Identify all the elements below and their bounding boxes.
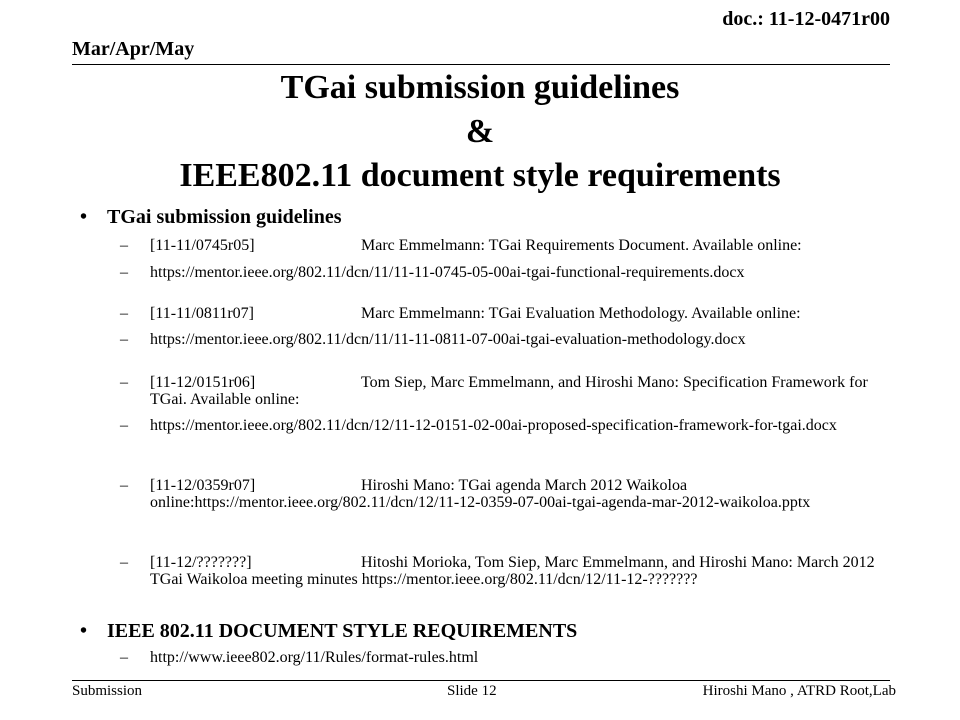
dash-marker: – <box>120 331 128 348</box>
footer-submission: Submission <box>72 683 143 699</box>
bullet-marker: • <box>80 620 88 642</box>
dash-marker: – <box>120 649 128 666</box>
title-line-2: & <box>465 113 495 150</box>
title-line-3: IEEE802.11 document style requirements <box>179 157 781 194</box>
dash-marker: – <box>120 477 128 494</box>
bullet-heading: IEEE 802.11 DOCUMENT STYLE REQUIREMENTS <box>107 620 578 642</box>
item-text: Hiroshi Mano: TGai agenda March 2012 Waikoloa online:https://mentor.ieee.org/802.11/dcn/12/11-12-0359-07-00ai-tgai-agenda-mar-2012-waikoloa.pptx <box>150 477 811 511</box>
dash-marker: – <box>120 264 128 281</box>
item-text: Tom Siep, Marc Emmelmann, and Hiroshi Mano: Specification Framework for TGai. Available online: <box>150 374 868 408</box>
doc-reference: [11-11/0811r07] <box>150 305 254 322</box>
document-link[interactable]: https://mentor.ieee.org/802.11/dcn/11/11-11-0811-07-00ai-tgai-evaluation-methodology.docx <box>150 331 746 348</box>
doc-id: doc.: 11-12-0471r00 <box>722 8 890 30</box>
dash-marker: – <box>120 305 128 322</box>
doc-reference: [11-12/0359r07] <box>150 477 256 494</box>
dash-marker: – <box>120 417 128 434</box>
format-rules-link[interactable]: http://www.ieee802.org/11/Rules/format-rules.html <box>150 649 479 666</box>
footer-author: Hiroshi Mano , ATRD Root,Lab <box>702 683 896 699</box>
header-date: Mar/Apr/May <box>72 38 195 60</box>
title-line-1: TGai submission guidelines <box>280 69 680 106</box>
dash-marker: – <box>120 374 128 391</box>
item-text: Marc Emmelmann: TGai Evaluation Methodology. Available online: <box>361 305 801 322</box>
doc-reference: [11-12/???????] <box>150 554 252 571</box>
document-link[interactable]: https://mentor.ieee.org/802.11/dcn/11/11-11-0745-05-00ai-tgai-functional-requirements.docx <box>150 264 745 281</box>
item-text: Hitoshi Morioka, Tom Siep, Marc Emmelmann, and Hiroshi Mano: March 2012 TGai Waikoloa meeting minutes https://mentor.ieee.org/802.11/dcn/12/11-12-??????? <box>150 554 875 588</box>
slide-title <box>70 66 890 198</box>
doc-reference: [11-11/0745r05] <box>150 237 255 254</box>
bullet-heading: TGai submission guidelines <box>107 206 342 228</box>
bullet-marker: • <box>80 206 88 228</box>
dash-marker: – <box>120 237 128 254</box>
footer-slide-number: Slide 12 <box>447 683 497 699</box>
document-link[interactable]: https://mentor.ieee.org/802.11/dcn/12/11-12-0151-02-00ai-proposed-specification-framework-for-tgai.docx <box>150 417 837 434</box>
footer-rule <box>72 680 890 681</box>
header-rule <box>72 64 890 65</box>
dash-marker: – <box>120 554 128 571</box>
item-text: Marc Emmelmann: TGai Requirements Document. Available online: <box>361 237 802 254</box>
doc-reference: [11-12/0151r06] <box>150 374 256 391</box>
